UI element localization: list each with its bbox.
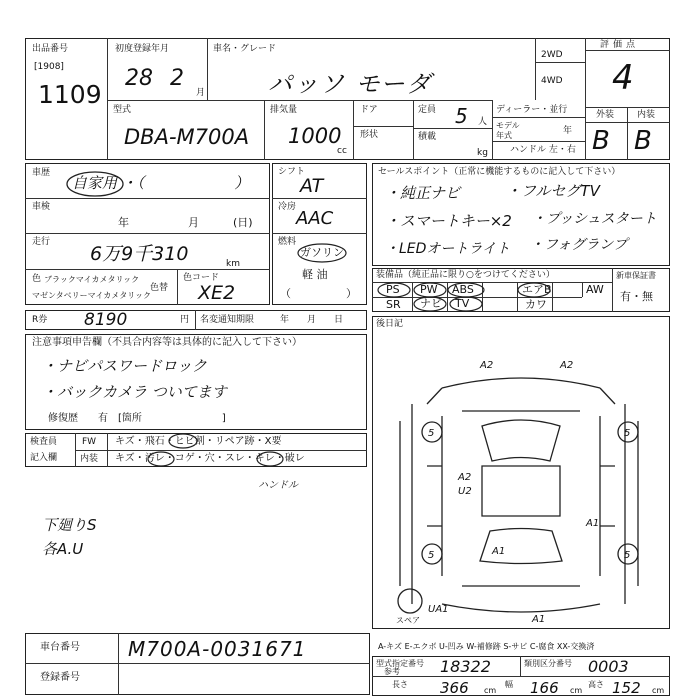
name-change-label: 名変通知期限 — [200, 315, 255, 325]
month-unit: 月 — [196, 88, 206, 98]
fw-items: キズ・飛石・ヒビ割・リペア跡・X要 — [115, 436, 282, 447]
mark-ua1: UA1 — [428, 604, 449, 615]
color-label: 色 — [32, 274, 42, 284]
mark-5-tl: 5 — [428, 428, 435, 439]
shift-label: シフト — [278, 167, 306, 177]
history-value: 自家用 ・（ ） — [72, 174, 250, 192]
mark-a2-right: A2 — [560, 360, 574, 371]
category-value: 0003 — [588, 657, 629, 676]
registration-label: 登録番号 — [40, 672, 80, 683]
inspection-year: 年 — [118, 216, 129, 229]
fuel-paren: （ ） — [280, 287, 357, 300]
height-value: 152 — [612, 679, 641, 697]
damage-legend: A-キズ E-エクボ U-凹み W-補修跡 S-サビ C-腐食 XX-交換済 — [378, 642, 595, 651]
drive-2wd: 2WD — [541, 50, 563, 60]
spare-label: スペア — [396, 616, 420, 625]
mark-5-br: 5 — [624, 550, 631, 561]
capacity-unit: 人 — [478, 117, 488, 127]
first-reg-year: 28 — [125, 66, 153, 91]
type-approval-ref: 参考 — [384, 667, 400, 676]
model-value: DBA-M700A — [124, 125, 250, 149]
color-code-value: XE2 — [198, 282, 236, 304]
recycle-label: R券 — [32, 315, 48, 325]
inspection-label: 車検 — [32, 202, 51, 212]
dealer-label: ディーラー・並行 — [496, 105, 568, 115]
selling-point-6: ・フォグランプ — [530, 237, 628, 253]
exterior-label: 外装 — [596, 110, 615, 120]
length-label: 長さ — [392, 680, 408, 689]
displacement-value: 1000 — [288, 124, 342, 148]
inspection-month: 月 — [188, 216, 199, 229]
equip-ps: PS — [386, 283, 400, 296]
selling-points-label: セールスポイント（正常に機能するものに記入して下さい） — [378, 167, 621, 177]
mileage-unit: km — [226, 259, 240, 269]
mark-5-tr: 5 — [624, 428, 631, 439]
selling-point-3: ・スマートキー×2 — [385, 212, 512, 230]
fuel-label: 燃料 — [278, 237, 297, 247]
door-label: ドア — [360, 105, 378, 115]
length-value: 366 — [440, 679, 469, 697]
note-line-2: ・バックカメラ ついてます — [42, 383, 227, 401]
chassis-label: 車台番号 — [40, 642, 80, 653]
handle-note: ハンドル — [258, 480, 298, 491]
height-unit: cm — [652, 686, 665, 695]
equip-airbag: エアB — [522, 283, 552, 296]
fuel-gas: ガソリン — [300, 246, 344, 259]
displacement-label: 排気量 — [270, 105, 298, 115]
mileage-value: 6万9千310 — [90, 243, 189, 265]
interior-label: 内装 — [637, 110, 656, 120]
color-code-label: 色コード — [183, 273, 220, 283]
lot-sub: [1908] — [34, 62, 64, 72]
car-name-value: パッソ モーダ — [268, 70, 433, 98]
car-name-label: 車名・グレード — [213, 44, 277, 54]
ac-value: AAC — [296, 208, 334, 229]
record-label: 記入欄 — [30, 453, 58, 463]
inner-items: キズ・汚レ・コゲ・穴・スレ・キレ・破レ — [115, 453, 305, 464]
interior-grade: B — [634, 126, 652, 156]
equip-navi: ナビ — [420, 297, 442, 310]
dealer-year-unit: 年 — [563, 126, 573, 136]
load-unit: kg — [477, 148, 488, 158]
inspection-day: (日) — [233, 216, 253, 229]
selling-point-1: ・純正ナビ — [385, 184, 461, 202]
recycle-unit: 円 — [180, 315, 190, 325]
selling-point-5: ・LEDオートライト — [385, 241, 511, 257]
recycle-value: 8190 — [84, 310, 128, 330]
first-reg-label: 初度登録年月 — [115, 44, 170, 54]
category-label: 類別区分番号 — [524, 659, 572, 668]
selling-point-2: ・フルセグTV — [506, 182, 600, 200]
width-label: 幅 — [505, 680, 513, 689]
chassis-value: M700A-0031671 — [128, 637, 307, 661]
shape-label: 形状 — [360, 130, 379, 140]
mileage-label: 走行 — [32, 237, 51, 247]
fuel-diesel: 軽 油 — [302, 268, 328, 281]
mark-a2-left: A2 — [480, 360, 494, 371]
equipment-label: 装備品（純正品に限り○をつけてください） — [376, 270, 555, 280]
mark-5-bl: 5 — [428, 550, 435, 561]
capacity-value: 5 — [455, 104, 468, 128]
type-approval-value: 18322 — [440, 657, 491, 676]
handnote-2: 各A.U — [42, 540, 84, 558]
shift-value: AT — [300, 175, 324, 197]
note-line-1: ・ナビパスワードロック — [42, 357, 207, 375]
lot-number: 1109 — [38, 80, 102, 109]
mark-a1-right: A1 — [586, 518, 600, 529]
lot-label: 出品番号 — [32, 44, 69, 54]
drive-4wd: 4WD — [541, 76, 563, 86]
equip-leather: カワ — [525, 298, 547, 311]
equip-sr: SR — [386, 298, 401, 311]
equip-aw: AW — [586, 283, 604, 296]
selling-point-4: ・プッシュスタート — [532, 211, 657, 227]
repair-history: 修復歴 有 [箇所 ] — [48, 413, 226, 424]
mark-a2-center: A2 — [458, 472, 472, 483]
first-reg-month: 2 — [170, 66, 184, 91]
color-name-1: ブラックマイカメタリック — [44, 275, 140, 284]
model-year-label: モデル 年式 — [496, 121, 520, 140]
notes-label: 注意事項申告欄（不具合内容等は具体的に記入して下さい） — [32, 337, 302, 348]
name-change-date: 年 月 日 — [280, 315, 344, 325]
mark-a1-left: A1 — [492, 546, 506, 557]
mark-a1-bottom: A1 — [532, 614, 546, 625]
capacity-label: 定員 — [418, 105, 437, 115]
fw-label: FW — [82, 437, 97, 447]
width-unit: cm — [570, 686, 583, 695]
handnote-1: 下廻りS — [42, 516, 97, 534]
buyer-label: 後日記 — [376, 319, 404, 329]
mark-u2-center: U2 — [458, 486, 472, 497]
length-unit: cm — [484, 686, 497, 695]
new-warranty-label: 新車保証書 — [616, 271, 656, 280]
color-name-2: マゼンタベリーマイカメタリック — [32, 291, 151, 300]
displacement-unit: cc — [337, 146, 347, 156]
history-label: 車歴 — [32, 168, 51, 178]
exterior-grade: B — [592, 126, 610, 156]
inspector-label: 検査員 — [30, 437, 58, 447]
equip-tv: TV — [455, 297, 470, 310]
equip-pw: PW — [420, 283, 438, 296]
type-approval-label: 型式指定番号 — [376, 659, 424, 668]
model-label: 型式 — [113, 105, 132, 115]
width-value: 166 — [530, 679, 559, 697]
score-value: 4 — [612, 58, 634, 98]
equip-abs: ABS — [452, 283, 474, 296]
score-label: 評価点 — [600, 40, 640, 50]
ac-label: 冷房 — [278, 202, 297, 212]
inspector-circles — [0, 0, 1, 1]
load-label: 積載 — [418, 132, 437, 142]
inner-label: 内装 — [80, 454, 99, 464]
height-label: 高さ — [588, 680, 604, 689]
handle-label: ハンドル 左・右 — [510, 145, 576, 155]
warranty-yes-no: 有・無 — [620, 290, 653, 303]
car-diagram — [372, 316, 670, 629]
color-swap-label: 色替 — [150, 283, 169, 293]
